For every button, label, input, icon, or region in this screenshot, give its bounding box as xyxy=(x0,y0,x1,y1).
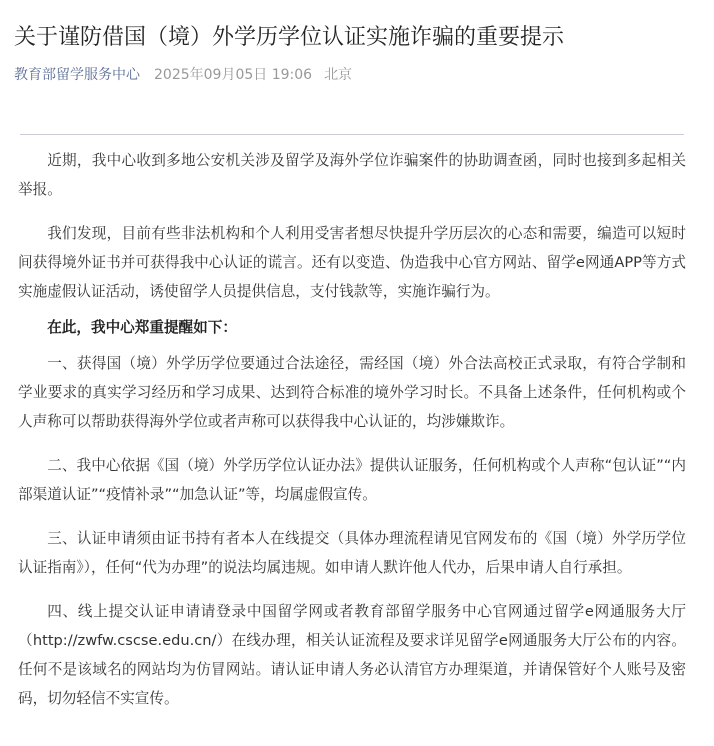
publish-datetime: 2025年09月05日 19:06 xyxy=(154,67,313,83)
paragraph-point-3: 三、认证申请须由证书持有者本人在线提交（具体办理流程请见官网发布的《国（境）外学历学位认证指南》），任何“代为办理”的说法均属违规。如申请人默许他人代办，后果申请人自行承担。 xyxy=(18,530,686,576)
article-meta xyxy=(14,64,352,86)
paragraph-point-2: 二、我中心依据《国（境）外学历学位认证办法》提供认证服务，任何机构或个人声称“包认证”“内部渠道认证”“疫情补录”“加急认证”等，均属虚假宣传。 xyxy=(18,457,686,503)
paragraph-findings: 我们发现，目前有些非法机构和个人利用受害者想尽快提升学历层次的心态和需要，编造可以短时间获得境外证书并可获得我中心认证的谎言。还有以变造、伪造我中心官方网站、留学e网通APP等方式实施虚假认证活动，诱使留学人员提供信息，支付钱款等，实施诈骗行为。 xyxy=(18,225,686,300)
source-link[interactable]: 教育部留学服务中心 xyxy=(14,67,140,83)
divider xyxy=(20,134,684,135)
paragraph-point-4: 四、线上提交认证申请请登录中国留学网或者教育部留学服务中心官网通过留学e网通服务大厅（http://zwfw.cscse.edu.cn/）在线办理，相关认证流程及要求详见留学e网通服务大厅公布的内容。任何不是该域名的网站均为仿冒网站。请认证申请人务必认清官方办理渠道，并请保管好个人账号及密码，切勿轻信不实宣传。 xyxy=(18,603,686,707)
paragraph-intro: 近期，我中心收到多地公安机关涉及留学及海外学位诈骗案件的协助调查函，同时也接到多起相关举报。 xyxy=(18,152,686,198)
article-title: 关于谨防借国（境）外学历学位认证实施诈骗的重要提示 xyxy=(14,25,565,50)
publish-location: 北京 xyxy=(324,67,353,83)
paragraph-reminder-heading: 在此，我中心郑重提醒如下： xyxy=(47,319,237,336)
article-body xyxy=(18,146,686,728)
paragraph-point-1: 一、获得国（境）外学历学位要通过合法途径，需经国（境）外合法高校正式录取，有符合学制和学业要求的真实学习经历和学习成果、达到符合标准的境外学习时长。不具备上述条件，任何机构或个人声称可以帮助获得海外学位或者声称可以获得我中心认证的，均涉嫌欺诈。 xyxy=(18,355,686,430)
